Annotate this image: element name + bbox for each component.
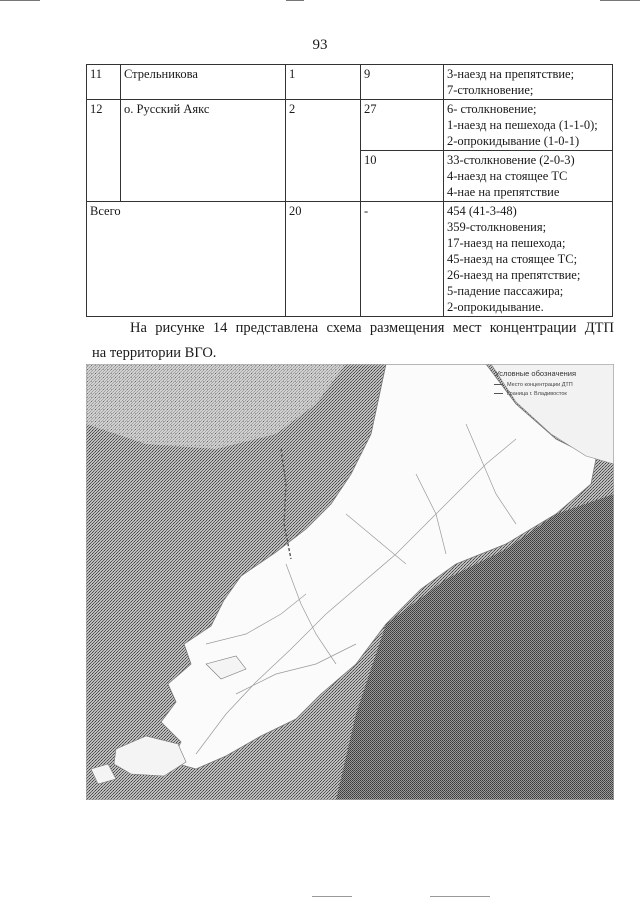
table-cell-details (444, 100, 613, 151)
scan-top-edge (0, 0, 640, 2)
detail-line: 2-опрокидывание. (447, 300, 544, 314)
detail-line: 2-опрокидывание (1-0-1) (447, 134, 580, 148)
detail-line: 4-наезд на стоящее ТС (447, 169, 568, 183)
table-cell-quantity: 27 (361, 100, 444, 151)
detail-line: 45-наезд на стоящее ТС; (447, 252, 578, 266)
accident-table (86, 64, 613, 317)
legend-line-icon (494, 393, 503, 394)
map-legend-item (494, 391, 567, 397)
paragraph-line: на территории ВГО. (92, 345, 217, 361)
detail-line: 7-столкновение; (447, 83, 534, 97)
table-cell-quantity: - (361, 202, 444, 317)
scan-bottom-edge (430, 896, 490, 897)
detail-line: 1-наезд на пешехода (1-1-0); (447, 118, 598, 132)
detail-line: 5-падение пассажира; (447, 284, 564, 298)
detail-line: 26-наезд на препятствие; (447, 268, 581, 282)
table-cell-details (444, 65, 613, 100)
table-cell-count: 20 (286, 202, 361, 317)
table-cell-quantity: 9 (361, 65, 444, 100)
map-legend-title: Условные обозначения (495, 369, 577, 378)
detail-line: 33-столкновение (2-0-3) (447, 153, 575, 167)
map-legend-item (494, 382, 573, 388)
paragraph-line: На рисунке 14 представлена схема размещения мест концентрации ДТП (130, 320, 614, 336)
table-cell-number: 12 (87, 100, 121, 202)
dtp-concentration-map (86, 364, 614, 800)
table-cell-count: 2 (286, 100, 361, 202)
detail-line: 6- столкновение; (447, 102, 537, 116)
detail-line: 17-наезд на пешехода; (447, 236, 566, 250)
table-cell-quantity: 10 (361, 151, 444, 202)
table-row (87, 65, 613, 100)
scan-bottom-edge (312, 896, 352, 897)
page-number: 93 (312, 37, 328, 53)
table-row (87, 100, 613, 151)
detail-line: 4-нае на препятствие (447, 185, 560, 199)
table-cell-number: 11 (87, 65, 121, 100)
legend-item-label: Граница г. Владивосток (507, 391, 567, 397)
detail-line: 3-наезд на препятствие; (447, 67, 575, 81)
legend-item-label: Место концентрации ДТП (507, 382, 573, 388)
table-cell-total-label: Всего (87, 202, 286, 317)
table-cell-details (444, 202, 613, 317)
legend-line-icon (494, 384, 503, 385)
detail-line: 359-столкновения; (447, 220, 547, 234)
body-paragraph (92, 316, 614, 366)
table-cell-count: 1 (286, 65, 361, 100)
table-cell-name: Стрельникова (121, 65, 286, 100)
table-cell-name: о. Русский Аякс (121, 100, 286, 202)
table-row-total (87, 202, 613, 317)
table-cell-details (444, 151, 613, 202)
detail-line: 454 (41-3-48) (447, 204, 517, 218)
